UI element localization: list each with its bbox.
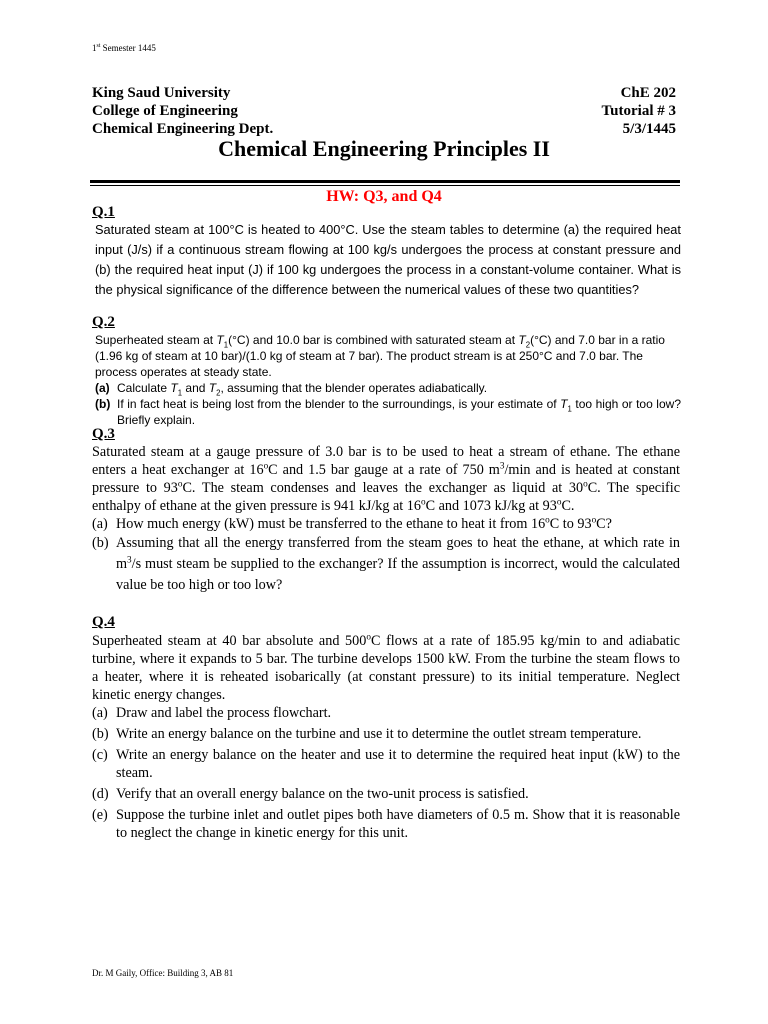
- q3-heading: Q.3: [92, 426, 115, 442]
- page-header-note: 1st Semester 1445: [92, 43, 156, 53]
- q3-item-a: (a) How much energy (kW) must be transferred to the ethane to heat it from 16$^o$C to 93$^o$C?: [92, 514, 612, 532]
- q3-text: Saturated steam at a gauge pressure of 3.0 bar is to be used to heat a stream of ethane. The ethane enters a heat exchanger at 16$^o$C and 1.5 bar gauge at a rate of 750 $m^3/\min$ and is heated at constant pressure to 93$^o$C. The steam condenses and leaves the exchanger as liquid at 30$^o$C. The specific enthalpy of ethane at the given pressure is 941 kJ/kg at 16$^o$C and 1073 kJ/kg at 93$^o$C.: [92, 444, 681, 514]
- q2-block: [95, 332, 681, 428]
- q4-heading: Q.4: [92, 614, 115, 630]
- university-name: King Saud University: [92, 85, 231, 101]
- document-date: 5/3/1445: [622, 121, 676, 137]
- college-name: College of Engineering: [92, 103, 238, 119]
- q4-block: [92, 632, 680, 842]
- q2-item-a: (a) Calculate $T_1$ and $T_2$, assuming that the blender operates adiabatically.: [95, 381, 488, 398]
- q2-heading: Q.2: [92, 314, 115, 330]
- q2-item-b: (b) If in fact heat is being lost from the blender to the surroundings, is your estimate of $T_1$ too high or too low? Briefly explain.: [95, 397, 681, 427]
- q4-item-e: (e) Suppose the turbine inlet and outlet pipes both have diameters of 0.5 m. Show that it is reasonable to neglect the change in kinetic energy for this unit.: [92, 807, 680, 841]
- title-rule-thin: [90, 185, 680, 186]
- q4-item-a: (a) Draw and label the process flowchart.: [92, 705, 332, 721]
- q3-block: [92, 443, 680, 596]
- course-block: [602, 84, 676, 138]
- homework-note: HW: Q3, and Q4: [326, 188, 442, 205]
- q1-heading: Q.1: [92, 204, 115, 220]
- department-name: Chemical Engineering Dept.: [92, 121, 274, 137]
- institution-block: [92, 84, 273, 138]
- document-title: Chemical Engineering Principles II: [218, 136, 550, 161]
- q4-text: Superheated steam at 40 bar absolute and 500$^o$C flows at a rate of 185.95 kg/min to and adiabatic turbine, where it expands to 5 bar. The turbine develops 1500 kW. From the turbine the steam flows to a heater, where it is reheated isobarically (at constant pressure) to its initial temperature. Neglect kinetic energy changes.: [92, 631, 680, 703]
- q4-item-c: (c) Write an energy balance on the heater and use it to determine the required heat input (kW) to the steam.: [92, 747, 680, 781]
- q3-item-b: (b) Assuming that all the energy transferred from the steam goes to heat the ethane, at which rate in $m^3/s$ must steam be supplied to the exchanger? If the assumption is incorrect, would the calculated value be too high or too low?: [92, 535, 680, 593]
- tutorial-number: Tutorial # 3: [601, 103, 676, 119]
- page-footer: Dr. M Gaily, Office: Building 3, AB 81: [92, 968, 234, 978]
- course-code: ChE 202: [620, 85, 676, 101]
- q1-text: Saturated steam at 100°C is heated to 400°C. Use the steam tables to determine (a) the required heat input (J/s) if a continuous stream flowing at 100 kg/s undergoes the process at constant pressure and (b) the required heat input (J) if 100 kg undergoes the process in a constant-volume container. What is the physical significance of the difference between the numerical values of these two quantities?: [95, 222, 681, 297]
- q4-item-b: (b) Write an energy balance on the turbine and use it to determine the outlet stream temperature.: [92, 726, 642, 742]
- title-rule-thick: [90, 180, 680, 183]
- q4-item-d: (d) Verify that an overall energy balance on the two-unit process is satisfied.: [92, 786, 529, 802]
- q2-text: Superheated steam at $T_1(^\circ C)$ and 10.0 bar is combined with saturated steam at $T_2(^\circ C)$ and 7.0 bar in a ratio (1.96 kg of steam at 10 bar)/(1.0 kg of steam at 7 bar). The product stream is at 250°C and 7.0 bar. The process operates at steady state.: [95, 333, 665, 379]
